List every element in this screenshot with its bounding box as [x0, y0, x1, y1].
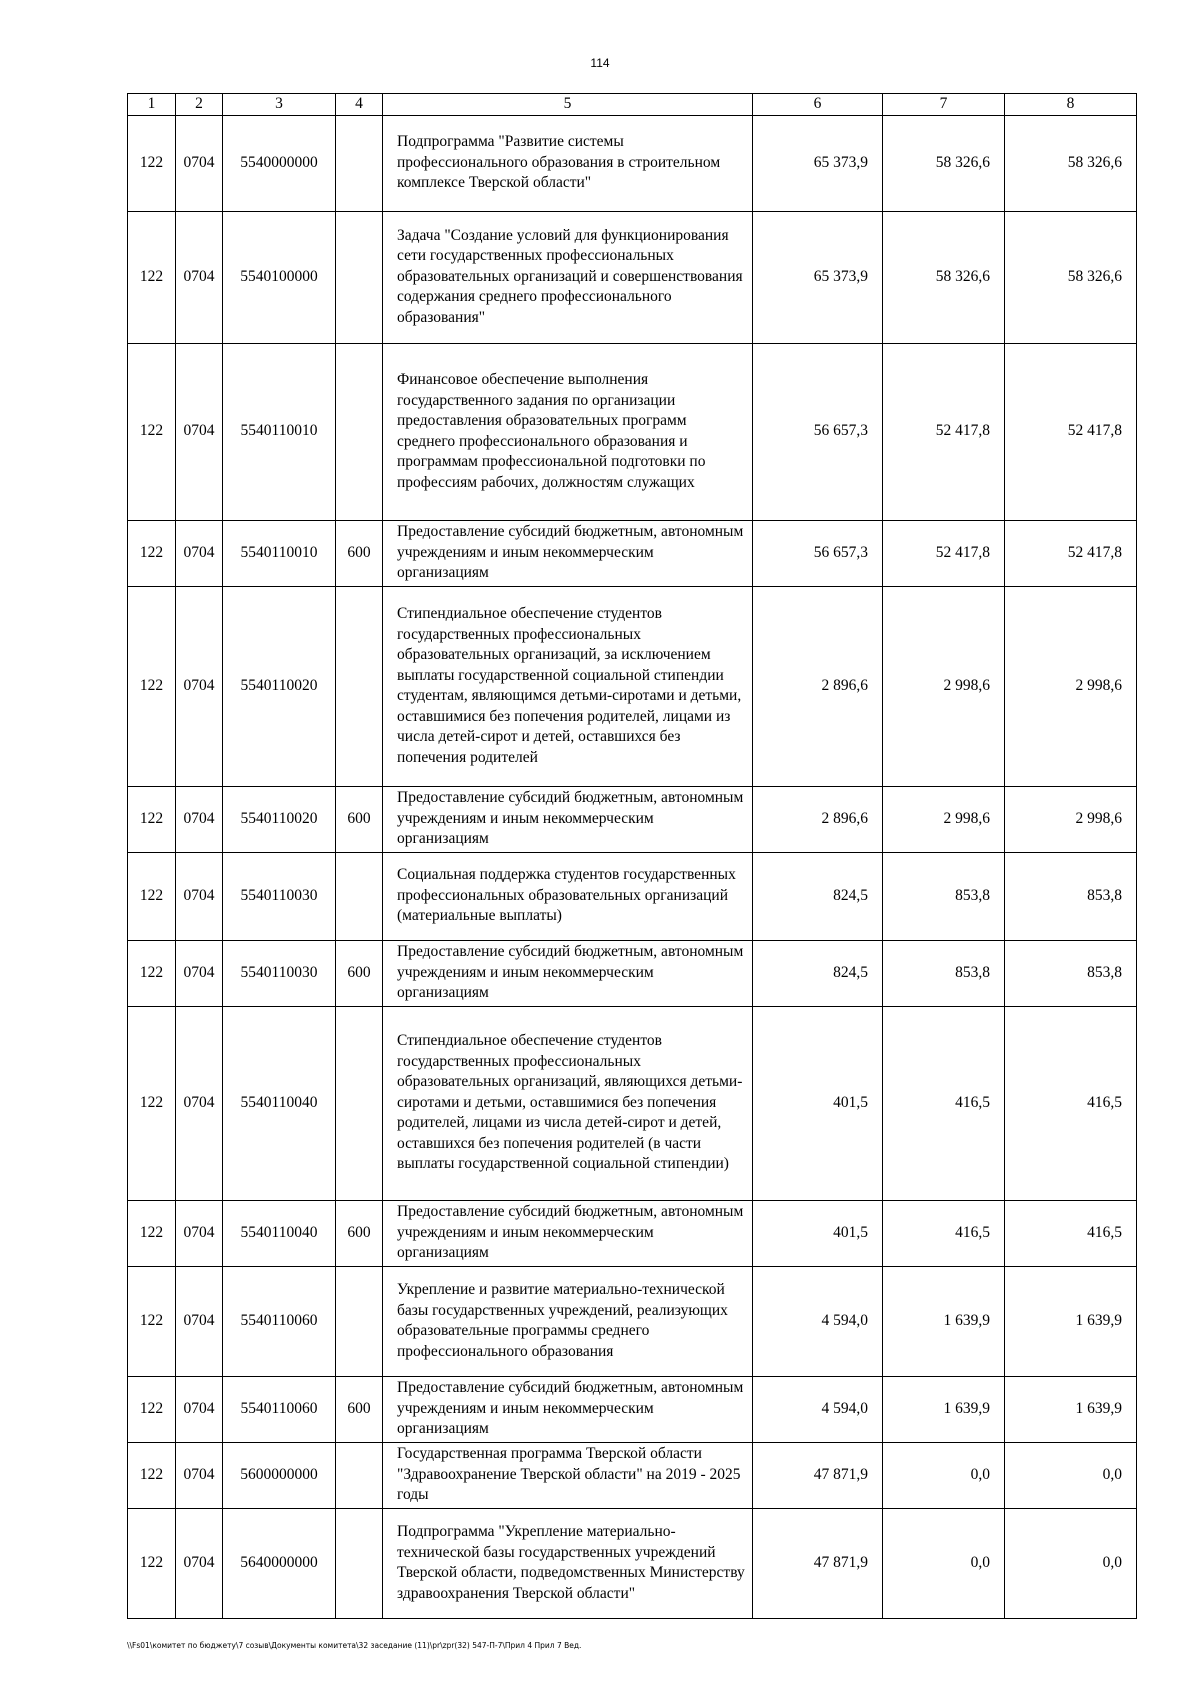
cell-department: 122	[128, 1266, 176, 1376]
cell-amount-col6: 4 594,0	[753, 1376, 883, 1442]
column-header-7: 7	[883, 94, 1005, 116]
cell-amount-col6: 401,5	[753, 1006, 883, 1200]
table-row	[128, 1266, 1137, 1376]
cell-target-article: 5540110040	[223, 1200, 336, 1266]
column-header-8: 8	[1005, 94, 1137, 116]
cell-target-article: 5540110020	[223, 586, 336, 786]
cell-target-article: 5540100000	[223, 211, 336, 343]
cell-target-article: 5540110030	[223, 852, 336, 940]
cell-expense-type: 600	[336, 520, 383, 586]
cell-amount-col7: 853,8	[883, 852, 1005, 940]
cell-amount-col7: 1 639,9	[883, 1376, 1005, 1442]
cell-amount-col8: 1 639,9	[1005, 1266, 1137, 1376]
cell-amount-col7: 2 998,6	[883, 586, 1005, 786]
cell-amount-col8: 2 998,6	[1005, 586, 1137, 786]
cell-department: 122	[128, 1006, 176, 1200]
cell-expense-type: 600	[336, 1200, 383, 1266]
column-header-3: 3	[223, 94, 336, 116]
table-row	[128, 786, 1137, 852]
cell-expense-type	[336, 586, 383, 786]
cell-description: Задача "Создание условий для функционирования сети государственных профессиональных образовательных организаций и совершенствования содержания среднего профессионального образования"	[383, 211, 753, 343]
cell-amount-col6: 4 594,0	[753, 1266, 883, 1376]
cell-department: 122	[128, 1508, 176, 1618]
cell-target-article: 5540110060	[223, 1376, 336, 1442]
table-row	[128, 115, 1137, 211]
cell-description: Подпрограмма "Укрепление материально-технической базы государственных учреждений Тверской области, подведомственных Министерству здравоохранения Тверской области"	[383, 1508, 753, 1618]
cell-expense-type: 600	[336, 1376, 383, 1442]
cell-target-article: 5540110030	[223, 940, 336, 1006]
cell-description: Стипендиальное обеспечение студентов государственных профессиональных образовательных организаций, за исключением выплаты государственной социальной стипендии студентам, являющимся детьми-сиротами и детьми, оставшимися без попечения родителей, лицами из числа детей-сирот и детей, оставшихся без попечения родителей	[383, 586, 753, 786]
table-row	[128, 1442, 1137, 1508]
cell-amount-col6: 824,5	[753, 940, 883, 1006]
cell-target-article: 5540110040	[223, 1006, 336, 1200]
cell-amount-col6: 65 373,9	[753, 211, 883, 343]
footer-file-path: \\Fs01\комитет по бюджету\7 созыв\Документы комитета\32 заседание (11)\pr\zpr(32) 547-П-7\Прил 4 Прил 7 Вед.	[127, 1641, 582, 1650]
cell-expense-type	[336, 343, 383, 520]
cell-amount-col7: 2 998,6	[883, 786, 1005, 852]
cell-amount-col6: 65 373,9	[753, 115, 883, 211]
table-row	[128, 211, 1137, 343]
cell-section: 0704	[176, 1376, 223, 1442]
cell-section: 0704	[176, 852, 223, 940]
cell-amount-col6: 2 896,6	[753, 786, 883, 852]
cell-section: 0704	[176, 1508, 223, 1618]
cell-expense-type	[336, 1006, 383, 1200]
cell-department: 122	[128, 1200, 176, 1266]
cell-description: Предоставление субсидий бюджетным, автономным учреждениям и иным некоммерческим организациям	[383, 786, 753, 852]
cell-amount-col8: 0,0	[1005, 1442, 1137, 1508]
cell-amount-col7: 416,5	[883, 1006, 1005, 1200]
cell-description: Предоставление субсидий бюджетным, автономным учреждениям и иным некоммерческим организациям	[383, 1376, 753, 1442]
cell-amount-col6: 47 871,9	[753, 1442, 883, 1508]
cell-expense-type	[336, 852, 383, 940]
budget-table	[127, 93, 1137, 1619]
table-row	[128, 586, 1137, 786]
table-row	[128, 1200, 1137, 1266]
cell-amount-col7: 0,0	[883, 1442, 1005, 1508]
column-header-5: 5	[383, 94, 753, 116]
cell-section: 0704	[176, 1200, 223, 1266]
cell-amount-col8: 58 326,6	[1005, 115, 1137, 211]
table-row	[128, 1006, 1137, 1200]
cell-amount-col8: 853,8	[1005, 852, 1137, 940]
cell-description: Подпрограмма "Развитие системы профессионального образования в строительном комплексе Тверской области"	[383, 115, 753, 211]
cell-department: 122	[128, 852, 176, 940]
cell-section: 0704	[176, 786, 223, 852]
table-row	[128, 940, 1137, 1006]
cell-amount-col8: 52 417,8	[1005, 520, 1137, 586]
cell-section: 0704	[176, 211, 223, 343]
cell-expense-type	[336, 1266, 383, 1376]
cell-amount-col6: 56 657,3	[753, 343, 883, 520]
cell-department: 122	[128, 115, 176, 211]
cell-amount-col8: 416,5	[1005, 1006, 1137, 1200]
column-header-2: 2	[176, 94, 223, 116]
cell-section: 0704	[176, 115, 223, 211]
cell-expense-type	[336, 1508, 383, 1618]
cell-amount-col7: 853,8	[883, 940, 1005, 1006]
cell-amount-col6: 47 871,9	[753, 1508, 883, 1618]
cell-amount-col6: 2 896,6	[753, 586, 883, 786]
cell-section: 0704	[176, 1266, 223, 1376]
cell-department: 122	[128, 940, 176, 1006]
cell-target-article: 5540110010	[223, 520, 336, 586]
column-header-1: 1	[128, 94, 176, 116]
cell-section: 0704	[176, 343, 223, 520]
cell-amount-col7: 58 326,6	[883, 115, 1005, 211]
cell-department: 122	[128, 1376, 176, 1442]
cell-description: Финансовое обеспечение выполнения государственного задания по организации предоставления образовательных программ среднего профессионального образования и программам профессиональной подготовки по профессиям рабочих, должностям служащих	[383, 343, 753, 520]
table-body	[128, 115, 1137, 1618]
cell-description: Предоставление субсидий бюджетным, автономным учреждениям и иным некоммерческим организациям	[383, 520, 753, 586]
cell-section: 0704	[176, 1442, 223, 1508]
cell-expense-type	[336, 211, 383, 343]
cell-amount-col8: 58 326,6	[1005, 211, 1137, 343]
column-header-4: 4	[336, 94, 383, 116]
cell-target-article: 5540110060	[223, 1266, 336, 1376]
cell-amount-col8: 416,5	[1005, 1200, 1137, 1266]
cell-description: Предоставление субсидий бюджетным, автономным учреждениям и иным некоммерческим организациям	[383, 1200, 753, 1266]
cell-department: 122	[128, 1442, 176, 1508]
table-row	[128, 852, 1137, 940]
cell-expense-type: 600	[336, 940, 383, 1006]
cell-description: Укрепление и развитие материально-технической базы государственных учреждений, реализующих образовательные программы среднего профессионального образования	[383, 1266, 753, 1376]
cell-description: Социальная поддержка студентов государственных профессиональных образовательных организаций (материальные выплаты)	[383, 852, 753, 940]
cell-description: Государственная программа Тверской области "Здравоохранение Тверской области" на 2019 - 2025 годы	[383, 1442, 753, 1508]
cell-amount-col7: 52 417,8	[883, 520, 1005, 586]
table-row	[128, 1376, 1137, 1442]
cell-description: Предоставление субсидий бюджетным, автономным учреждениям и иным некоммерческим организациям	[383, 940, 753, 1006]
table-row	[128, 520, 1137, 586]
cell-section: 0704	[176, 940, 223, 1006]
cell-department: 122	[128, 586, 176, 786]
cell-description: Стипендиальное обеспечение студентов государственных профессиональных образовательных организаций, являющихся детьми-сиротами и детьми, оставшимися без попечения родителей, лицами из числа детей-сирот и детей, оставшихся без попечения родителей (в части выплаты государственной социальной стипендии)	[383, 1006, 753, 1200]
cell-amount-col7: 0,0	[883, 1508, 1005, 1618]
cell-amount-col8: 52 417,8	[1005, 343, 1137, 520]
table-row	[128, 1508, 1137, 1618]
cell-department: 122	[128, 343, 176, 520]
cell-amount-col8: 1 639,9	[1005, 1376, 1137, 1442]
cell-target-article: 5640000000	[223, 1508, 336, 1618]
cell-department: 122	[128, 211, 176, 343]
column-header-6: 6	[753, 94, 883, 116]
cell-department: 122	[128, 520, 176, 586]
cell-amount-col7: 58 326,6	[883, 211, 1005, 343]
cell-amount-col6: 56 657,3	[753, 520, 883, 586]
cell-section: 0704	[176, 1006, 223, 1200]
cell-amount-col7: 416,5	[883, 1200, 1005, 1266]
cell-department: 122	[128, 786, 176, 852]
cell-amount-col6: 824,5	[753, 852, 883, 940]
cell-target-article: 5600000000	[223, 1442, 336, 1508]
cell-target-article: 5540110020	[223, 786, 336, 852]
cell-amount-col6: 401,5	[753, 1200, 883, 1266]
cell-expense-type: 600	[336, 786, 383, 852]
cell-section: 0704	[176, 586, 223, 786]
cell-target-article: 5540110010	[223, 343, 336, 520]
cell-target-article: 5540000000	[223, 115, 336, 211]
cell-amount-col8: 2 998,6	[1005, 786, 1137, 852]
cell-section: 0704	[176, 520, 223, 586]
cell-expense-type	[336, 115, 383, 211]
cell-amount-col8: 0,0	[1005, 1508, 1137, 1618]
cell-amount-col7: 1 639,9	[883, 1266, 1005, 1376]
cell-expense-type	[336, 1442, 383, 1508]
cell-amount-col7: 52 417,8	[883, 343, 1005, 520]
table-header-row	[128, 94, 1137, 116]
page-number: 114	[590, 56, 610, 70]
cell-amount-col8: 853,8	[1005, 940, 1137, 1006]
table-row	[128, 343, 1137, 520]
